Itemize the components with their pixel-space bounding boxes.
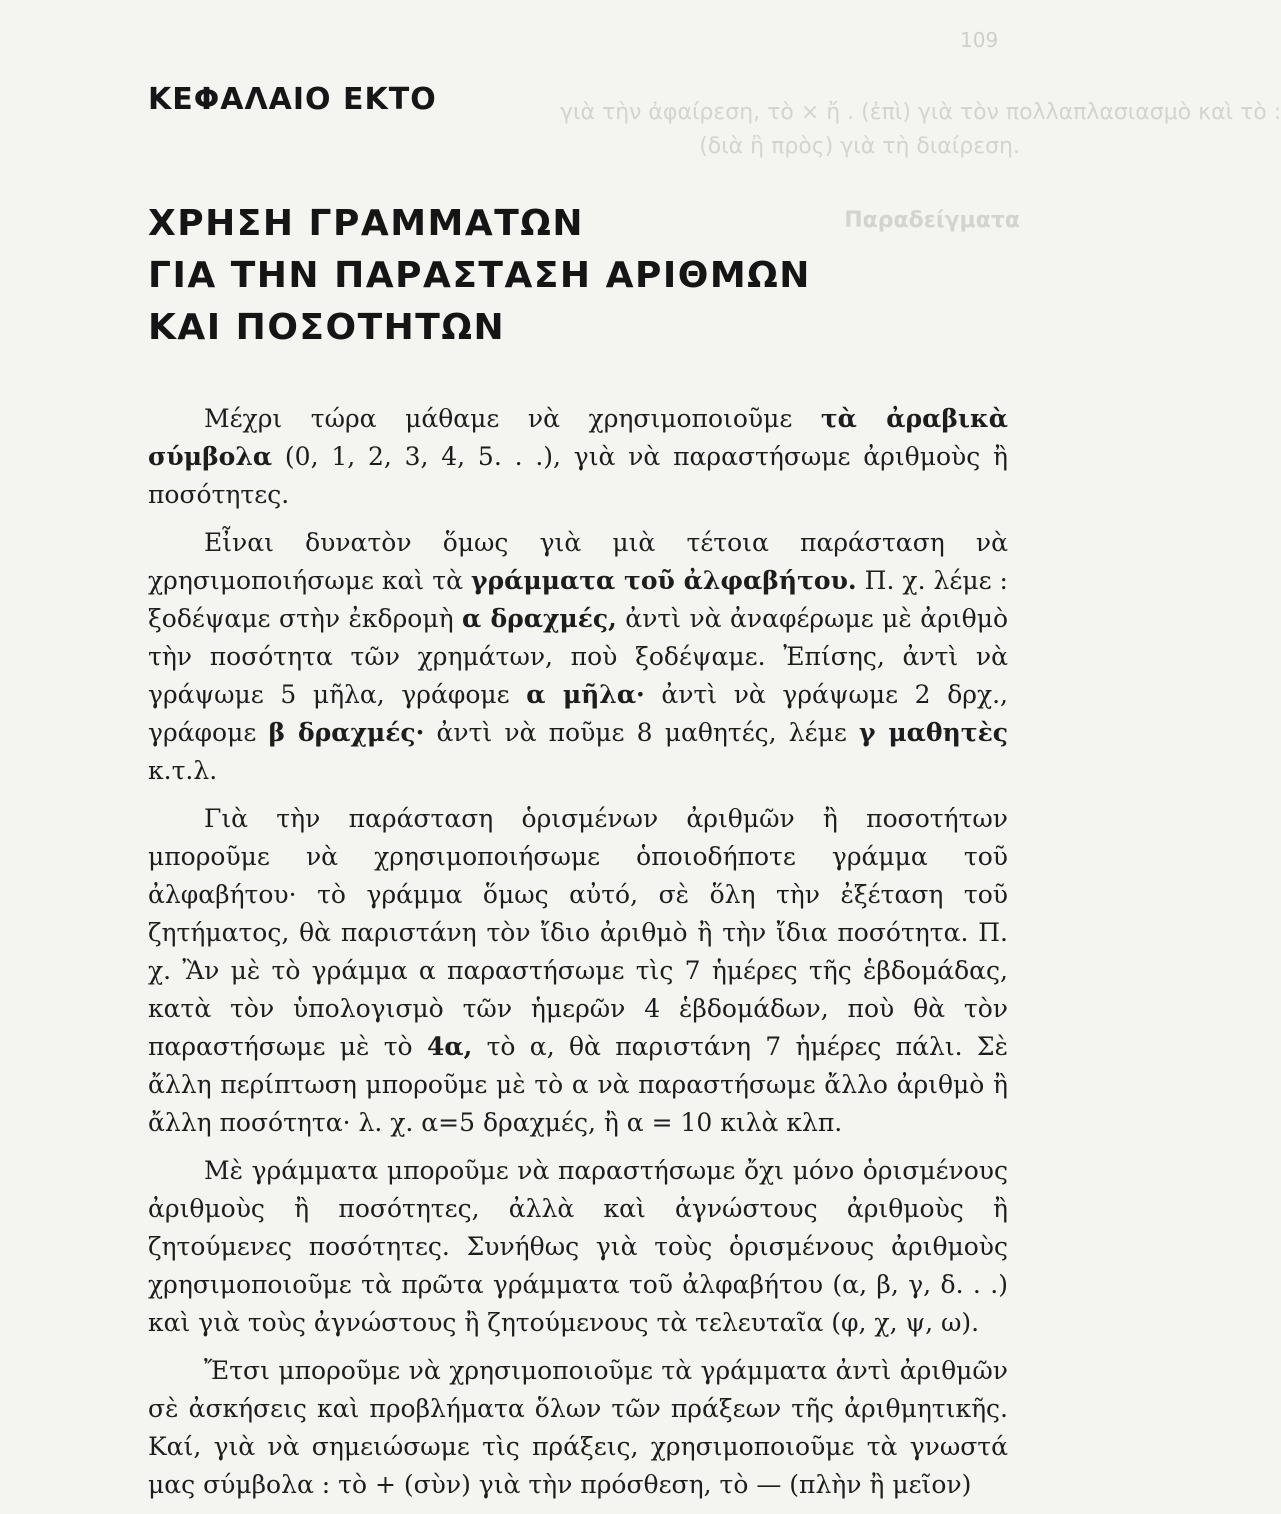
- title-line-1: ΧΡΗΣΗ ΓΡΑΜΜΑΤΩΝ: [148, 203, 585, 244]
- paragraph-2: [148, 524, 1008, 790]
- text-run: (0, 1, 2, 3, 4, 5. . .), γιὰ νὰ παραστήσωμε ἀριθμοὺς ἢ ποσότητες.: [148, 442, 1008, 509]
- bold-term: α μῆλα·: [526, 680, 645, 709]
- bold-term: β δραχμές·: [268, 718, 425, 747]
- paragraph-3: [148, 800, 1008, 1142]
- text-run: ἀντὶ νὰ γράψωμε 2 δρχ., γράφομε: [148, 680, 1008, 747]
- bold-term: γ μαθητὲς: [858, 718, 1008, 747]
- chapter-title: [148, 198, 811, 354]
- text-run: ἀντὶ νὰ ἀναφέρωμε μὲ ἀριθμὸ τὴν ποσότητα τῶν χρημάτων, ποὺ ξοδέψαμε. Ἐπίσης, ἀντὶ νὰ γράψωμε 5 μῆλα, γράφομε: [148, 604, 1008, 709]
- text-run: τὸ α, θὰ παριστάνη 7 ἡμέρες πάλι. Σὲ ἄλλη περίπτωση μποροῦμε μὲ τὸ α νὰ παραστήσωμε ἄλλο ἀριθμὸ ἢ ἄλλη ποσότητα· λ. χ. α=5 δραχμές, ἢ α = 10 κιλὰ κλπ.: [148, 1032, 1008, 1137]
- bold-term: 4α,: [426, 1032, 473, 1061]
- paragraph-4: Μὲ γράμματα μποροῦμε νὰ παραστήσωμε ὄχι μόνο ὁρισμένους ἀριθμοὺς ἢ ποσότητες, ἀλλὰ καὶ ἀγνώστους ἀριθμοὺς ἢ ζητούμενες ποσότητες. Συνήθως γιὰ τοὺς ὁρισμένους ἀριθμοὺς χρησιμοποιοῦμε τὰ πρῶτα γράμματα τοῦ ἀλφαβήτου (α, β, γ, δ. . .) καὶ γιὰ τοὺς ἀγνώστους ἢ ζητούμενους τὰ τελευταῖα (φ, χ, ψ, ω).: [148, 1156, 1008, 1337]
- bleed-line: γιὰ τὴν ἀφαίρεση, τὸ × ἤ . (ἐπὶ) γιὰ τὸν πολλαπλασιασμὸ καὶ τὸ :: [560, 100, 1281, 125]
- paragraph-1: [148, 400, 1008, 514]
- text-run: ἀντὶ νὰ ποῦμε 8 μαθητές, λέμε: [424, 718, 859, 747]
- title-line-2: ΓΙΑ ΤΗΝ ΠΑΡΑΣΤΑΣΗ ΑΡΙΘΜΩΝ: [148, 255, 811, 296]
- text-run: κ.τ.λ.: [148, 756, 218, 785]
- bold-term: α δραχμές,: [462, 604, 617, 633]
- bleed-through-page-number: 109: [960, 28, 999, 52]
- text-run: Μέχρι τώρα μάθαμε νὰ χρησιμοποιοῦμε: [204, 404, 821, 433]
- text-run: Εἶναι δυνατὸν ὅμως γιὰ μιὰ τέτοια παράσταση νὰ χρησιμοποιήσωμε καὶ τὰ: [148, 528, 1008, 595]
- bleed-line: Παραδείγματα: [844, 208, 1020, 233]
- body-text: [148, 400, 1008, 1514]
- chapter-heading: ΚΕΦΑΛΑΙΟ ΕΚΤΟ: [148, 82, 437, 117]
- text-run: Π. χ. λέμε : ξοδέψαμε στὴν ἐκδρομὴ: [148, 566, 1008, 633]
- text-run: Γιὰ τὴν παράσταση ὁρισμένων ἀριθμῶν ἢ ποσοτήτων μποροῦμε νὰ χρησιμοποιήσωμε ὁποιοδήποτε γράμμα τοῦ ἀλφαβήτου· τὸ γράμμα ὅμως αὐτό, σὲ ὅλη τὴν ἐξέταση τοῦ ζητήματος, θὰ παριστάνη τὸν ἴδιο ἀριθμὸ ἢ τὴν ἴδια ποσότητα. Π. χ. Ἂν μὲ τὸ γράμμα α παραστήσωμε τὶς 7 ἡμέρες τῆς ἑβδομάδας, κατὰ τὸν ὑπολογισμὸ τῶν ἡμερῶν 4 ἑβδομάδων, ποὺ θὰ τὸν παραστήσωμε μὲ τὸ: [148, 804, 1008, 1061]
- bleed-line: (διὰ ἢ πρὸς) γιὰ τὴ διαίρεση.: [699, 134, 1020, 159]
- paragraph-5: Ἔτσι μποροῦμε νὰ χρησιμοποιοῦμε τὰ γράμματα ἀντὶ ἀριθμῶν σὲ ἀσκήσεις καὶ προβλήματα ὅλων τῶν πράξεων τῆς ἀριθμητικῆς. Καί, γιὰ νὰ σημειώσωμε τὶς πράξεις, χρησιμοποιοῦμε τὰ γνωστά μας σύμβολα : τὸ + (σὺν) γιὰ τὴν πρόσθεση, τὸ — (πλὴν ἢ μεῖον): [148, 1356, 1008, 1499]
- title-line-3: ΚΑΙ ΠΟΣΟΤΗΤΩΝ: [148, 307, 506, 348]
- bold-term: γράμματα τοῦ ἀλφαβήτου.: [471, 566, 857, 595]
- bold-term: τὰ ἀραβικὰ σύμβολα: [148, 404, 1008, 471]
